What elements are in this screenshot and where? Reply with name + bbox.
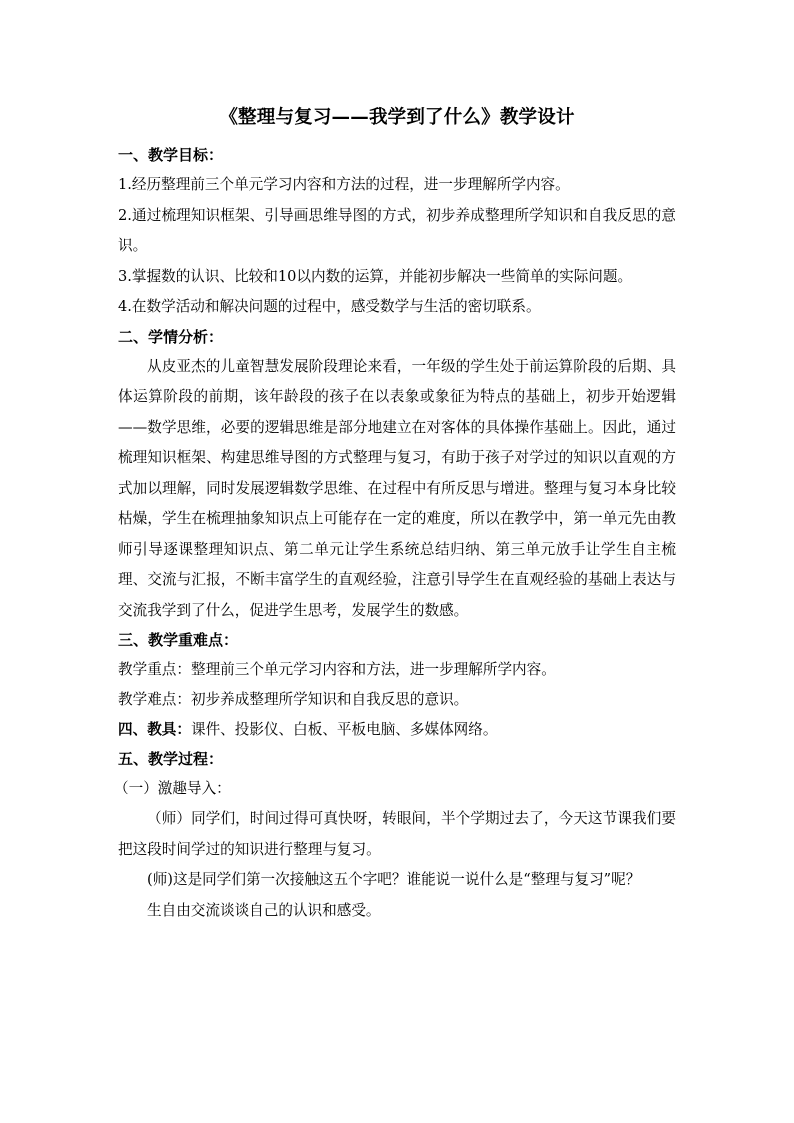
section-heading-analysis: 二、学情分析： bbox=[118, 327, 224, 346]
section-heading-process: 五、教学过程： bbox=[118, 750, 224, 768]
process-paragraph: 生自由交流谈谈自己的认识和感受。 bbox=[147, 901, 381, 919]
document-page bbox=[114, 104, 676, 926]
teaching-aids-content: 课件、投影仪、白板、平板电脑、多媒体网络。 bbox=[190, 721, 498, 738]
objective-item: 4.在数学活动和解决问题的过程中，感受数学与生活的密切联系。 bbox=[118, 298, 541, 315]
teaching-aids-line bbox=[118, 715, 676, 745]
section-heading-objectives: 一、教学目标： bbox=[118, 146, 224, 164]
subsection-heading: （一）激趣导入： bbox=[114, 780, 231, 797]
objective-item: 3.掌握数的认识、比较和10以内数的运算，并能初步解决一些简单的实际问题。 bbox=[118, 267, 633, 285]
key-point-text: 教学重点：整理前三个单元学习内容和方法，进一步理解所学内容。 bbox=[118, 661, 556, 678]
objective-item: 2.通过梳理知识框架、引导画思维导图的方式，初步养成整理所学知识和自我反思的意识。 bbox=[118, 206, 676, 254]
process-paragraph: （师）同学们，时间过得可真快呀，转眼间，半个学期过去了，今天这节课我们要把这段时间学过的知识进行整理与复习。 bbox=[118, 810, 676, 858]
objective-item: 1.经历整理前三个单元学习内容和方法的过程，进一步理解所学内容。 bbox=[118, 176, 570, 193]
process-paragraph: (师)这是同学们第一次接触这五个字吧？谁能说一说什么是“整理与复习”呢？ bbox=[147, 871, 641, 888]
difficulty-text: 教学难点：初步养成整理所学知识和自我反思的意识。 bbox=[118, 691, 469, 708]
section-heading-key-points: 三、教学重难点： bbox=[118, 631, 239, 649]
analysis-paragraph: 从皮亚杰的儿童智慧发展阶段理论来看，一年级的学生处于前运算阶段的后期、具体运算阶段的前期，该年龄段的孩子在以表象或象征为特点的基础上，初步开始逻辑——数学思维，必要的逻辑思维是部分地建立在对客体的具体操作基础上。因此，通过梳理知识框架、构建思维导图的方式整理与复习，有助于孩子对学过的知识以直观的方式加以理解，同时发展逻辑数学思维、在过程中有所反思与增进。整理与复习本身比较枯燥，学生在梳理抽象知识点上可能存在一定的难度，所以在教学中，第一单元先由教师引导逐课整理知识点、第二单元让学生系统总结归纳、第三单元放手让学生自主梳理、交流与汇报，不断丰富学生的直观经验，注意引导学生在直观经验的基础上表达与交流我学到了什么，促进学生思考，发展学生的数感。 bbox=[118, 357, 676, 619]
document-title: 《整理与复习——我学到了什么》教学设计 bbox=[219, 107, 575, 128]
section-heading-aids: 四、教具： bbox=[118, 721, 191, 738]
